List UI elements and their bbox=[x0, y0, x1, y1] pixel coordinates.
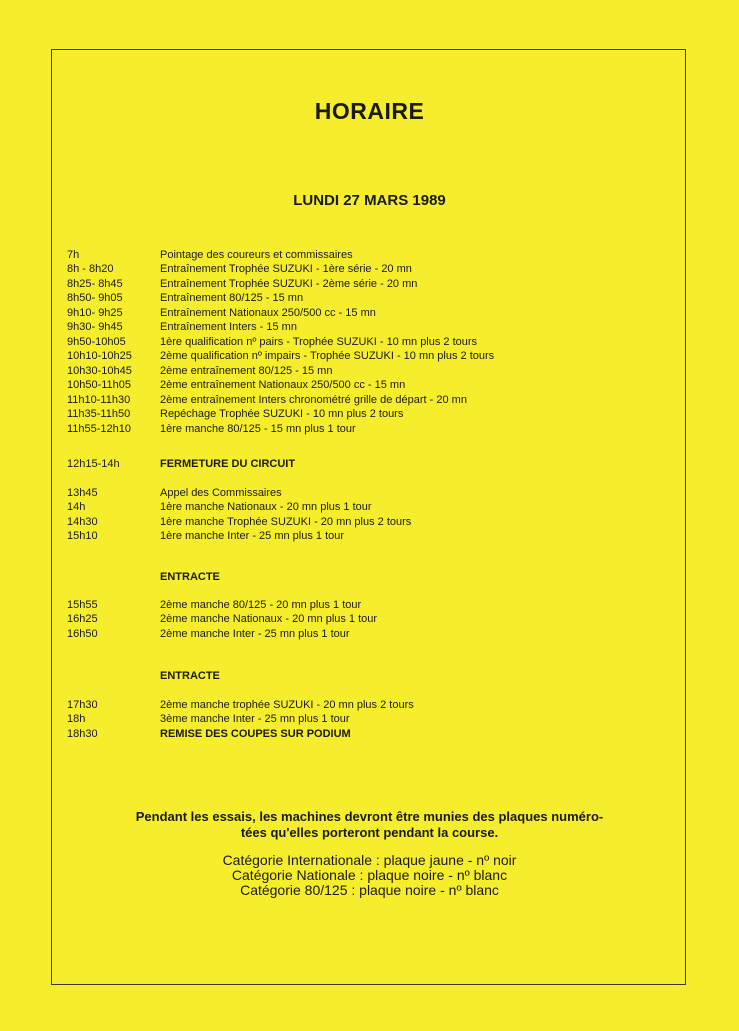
notice-line: Pendant les essais, les machines devront être munies des plaques numéro- bbox=[135, 809, 604, 824]
plates-notice bbox=[0, 809, 739, 841]
category-line: Catégorie Internationale : plaque jaune - nº noir bbox=[222, 852, 517, 868]
schedule-row: 14h30 1ère manche Trophée SUZUKI - 20 mn plus 2 tours bbox=[67, 516, 412, 528]
schedule-row: 9h10- 9h25 Entraînement Nationaux 250/500 cc - 15 mn bbox=[67, 307, 376, 319]
section-heading-entracte: ENTRACTE bbox=[160, 670, 220, 682]
schedule-row: 14h 1ère manche Nationaux - 20 mn plus 1 tour bbox=[67, 501, 372, 513]
schedule-row: 7h Pointage des coureurs et commissaires bbox=[67, 249, 353, 261]
notice-line: tées qu'elles porteront pendant la course. bbox=[240, 825, 499, 840]
schedule-row: 15h55 2ème manche 80/125 - 20 mn plus 1 tour bbox=[67, 599, 362, 611]
schedule-row: 8h50- 9h05 Entraînement 80/125 - 15 mn bbox=[67, 292, 304, 304]
schedule-row: 11h35-11h50 Repéchage Trophée SUZUKI - 10 mn plus 2 tours bbox=[67, 408, 404, 420]
plate-categories bbox=[0, 853, 739, 898]
schedule-row: 11h10-11h30 2ème entraînement Inters chronométré grille de départ - 20 mn bbox=[67, 394, 467, 406]
schedule-row: 9h30- 9h45 Entraînement Inters - 15 mn bbox=[67, 321, 297, 333]
schedule-row: 10h30-10h45 2ème entraînement 80/125 - 15 mn bbox=[67, 365, 333, 377]
schedule-row: 18h 3ème manche Inter - 25 mn plus 1 tour bbox=[67, 713, 350, 725]
schedule-row: 16h50 2ème manche Inter - 25 mn plus 1 tour bbox=[67, 628, 350, 640]
schedule-row-podium: 18h30 REMISE DES COUPES SUR PODIUM bbox=[67, 728, 351, 740]
schedule-row: 8h25- 8h45 Entraînement Trophée SUZUKI - 2ème série - 20 mn bbox=[67, 278, 418, 290]
category-line: Catégorie 80/125 : plaque noire - nº blanc bbox=[240, 882, 499, 898]
schedule-date: LUNDI 27 MARS 1989 bbox=[293, 192, 446, 209]
schedule-row: 10h10-10h25 2ème qualification nº impairs - Trophée SUZUKI - 10 mn plus 2 tours bbox=[67, 350, 495, 362]
schedule-row: 9h50-10h05 1ère qualification nº pairs - Trophée SUZUKI - 10 mn plus 2 tours bbox=[67, 336, 478, 348]
schedule-row: 15h10 1ère manche Inter - 25 mn plus 1 tour bbox=[67, 530, 345, 542]
category-line: Catégorie Nationale : plaque noire - nº blanc bbox=[231, 867, 508, 883]
section-heading-entracte: ENTRACTE bbox=[160, 571, 220, 583]
schedule-row: 16h25 2ème manche Nationaux - 20 mn plus 1 tour bbox=[67, 613, 378, 625]
schedule-row: 10h50-11h05 2ème entraînement Nationaux 250/500 cc - 15 mn bbox=[67, 379, 406, 391]
schedule-row: 8h - 8h20 Entraînement Trophée SUZUKI - 1ère série - 20 mn bbox=[67, 263, 412, 275]
schedule-row: 13h45 Appel des Commissaires bbox=[67, 487, 282, 499]
page-title: HORAIRE bbox=[314, 98, 425, 124]
schedule-row: 11h55-12h10 1ère manche 80/125 - 15 mn plus 1 tour bbox=[67, 423, 356, 435]
schedule-row: 17h30 2ème manche trophée SUZUKI - 20 mn plus 2 tours bbox=[67, 699, 414, 711]
schedule-row-closure: 12h15-14h FERMETURE DU CIRCUIT bbox=[67, 458, 296, 470]
